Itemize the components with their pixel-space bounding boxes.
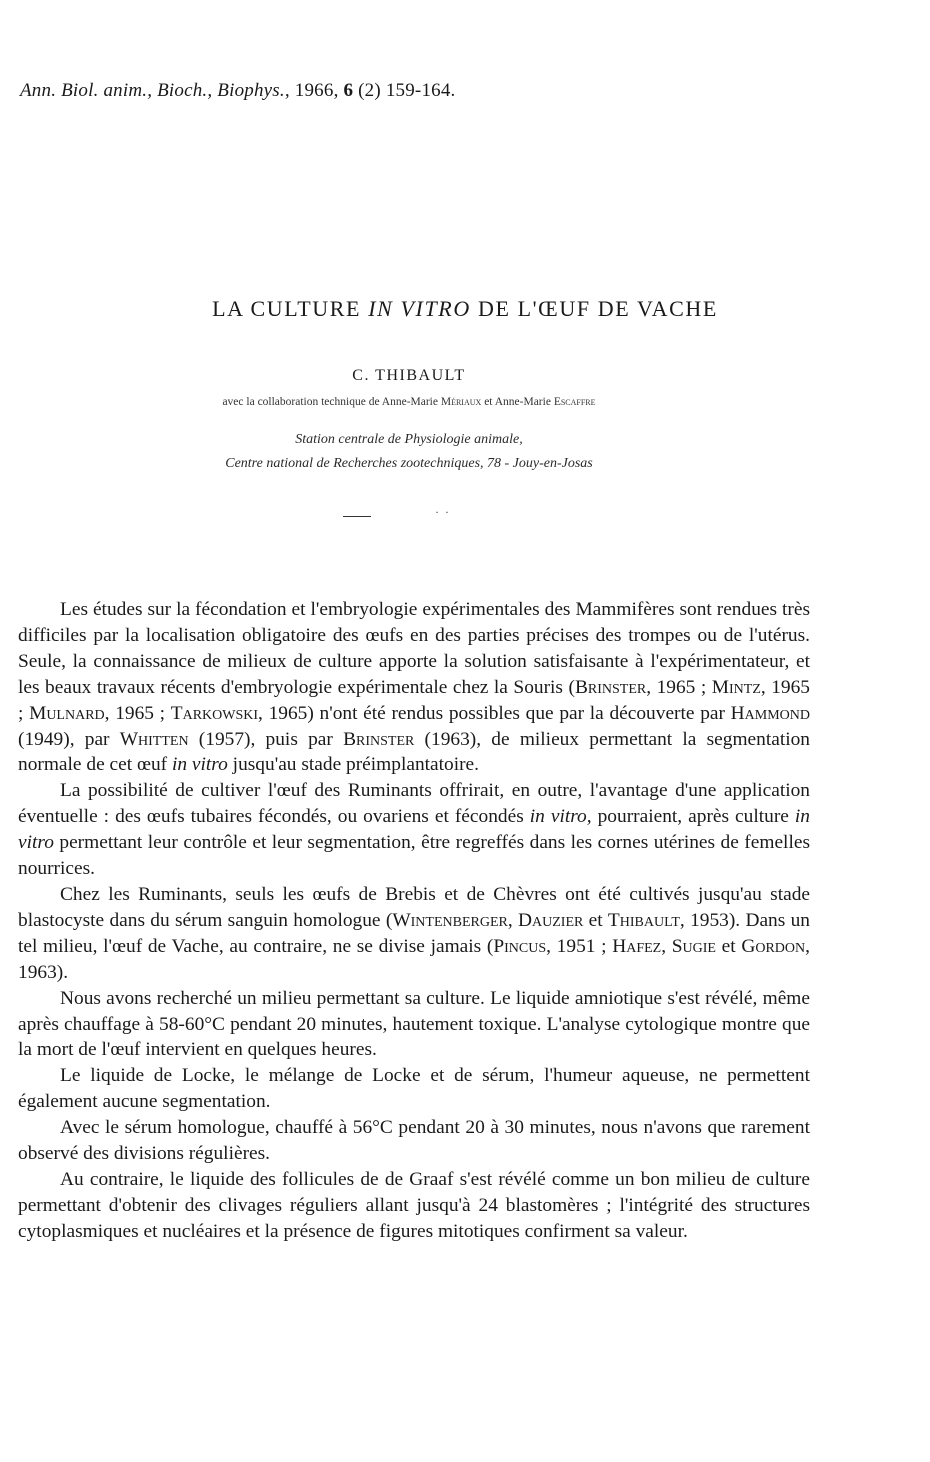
title-part-2: IN VITRO [368,296,471,321]
author-ref: Mintz [711,676,761,698]
author-ref: Hammond [730,702,810,724]
text-span: Les études sur la fécondation et l'embryologie expérimentales des Mammifères sont rendues très difficiles par la localisation obligatoire des œufs en des parties précises des trompes ou de l'utérus. Seule, la connaissance de milieux de culture apporte la solution satisfaisante à l'expérimentateur, et les beaux travaux récents d'embryologie expérimentale chez la Souris ( [18,599,810,698]
author-ref: Pincus [493,935,547,957]
author-ref: Gordon [741,935,806,957]
text-span: , [507,909,518,931]
text-span: (1949), par [18,728,120,750]
collab-name-2: Escaffre [553,396,596,408]
affiliation-line-2: Centre national de Recherches zootechniques, 78 - Jouy-en-Josas [225,456,593,471]
italic-term: in vitro, [529,806,592,828]
paragraph-1 [18,597,810,778]
author-ref: Tarkowski [170,702,259,724]
text-span: (1957), puis par [188,728,344,750]
text-span: , 1965 ; [18,676,811,724]
collab-middle: et Anne-Marie [484,396,551,408]
paragraph-7: Au contraire, le liquide des follicules de de Graaf s'est révélé comme un bon milieu de culture permettant d'obtenir des clivages réguliers allant jusqu'à 24 blastomères ; l'intégrité des structures cytoplasmiques et nucléaires et la présence de figures mitotiques confirment sa valeur. [18,1168,810,1242]
author-ref: Hafez [612,935,662,957]
italic-term: in vitro [18,806,810,854]
paragraph-2 [18,778,810,882]
paragraph-6: Avec le sérum homologue, chauffé à 56°C pendant 20 à 30 minutes, nous n'avons que rarement observé des divisions régulières. [18,1117,810,1165]
journal-citation [20,80,456,102]
text-span: , 1963). [18,935,810,983]
text-span: , 1965 ; [646,676,712,698]
article-title [0,296,930,322]
title-part-3: DE L'ŒUF DE VACHE [477,296,718,321]
text-span: , [661,935,672,957]
text-span: , 1965 ; [104,702,171,724]
text-span: et [583,909,608,931]
citation-pages: (2) 159-164. [358,80,456,101]
author-ref: Whitten [119,728,189,750]
paragraph-3 [18,882,810,986]
text-span: jusqu'au stade préimplantatoire. [227,754,480,776]
collaboration-line [0,396,818,408]
author-ref: Wintenberger [392,909,508,931]
separator-dash [343,516,371,517]
citation-year: 1966, [294,80,339,101]
collab-name-1: Mériaux [440,396,482,408]
author-ref: Brinster [574,676,647,698]
author-name: C. THIBAULT [352,367,466,384]
author-ref: Thibault [607,909,680,931]
text-span: , 1953). Dans un tel milieu, l'œuf de Vache, au contraire, ne se divise jamais ( [18,909,810,957]
journal-name: Ann. Biol. anim., Bioch., Biophys., [20,80,290,101]
author-ref: Brinster [343,728,415,750]
paragraph-5: Le liquide de Locke, le mélange de Locke et de sérum, l'humeur aqueuse, ne permettent également aucune segmentation. [18,1065,810,1113]
text-span: et [715,935,742,957]
separator-dots: ·· [435,505,455,519]
affiliation-line-1: Station centrale de Physiologie animale, [295,432,523,447]
italic-term: in vitro [171,754,228,776]
article-body [18,597,810,1245]
text-span: La possibilité de cultiver l'œuf des Ruminants offrirait, en outre, l'avantage d'une application éventuelle : des œufs tubaires fécondés, ou ovariens et fécondés [18,780,810,828]
collab-prefix: avec la collaboration technique de Anne-Marie [222,396,438,408]
title-part-1: LA CULTURE [212,296,362,321]
text-span: Chez les Ruminants, seuls les œufs de Brebis et de Chèvres ont été cultivés jusqu'au stade blastocyste dans du sérum sanguin homologue ( [18,883,810,931]
paragraph-4: Nous avons recherché un milieu permettant sa culture. Le liquide amniotique s'est révélé, même après chauffage à 58-60°C pendant 20 minutes, hautement toxique. L'analyse cytologique montre que la mort de l'œuf intervient en quelques heures. [18,987,810,1061]
text-span: , 1965) n'ont été rendus possibles que par la découverte par [258,702,731,724]
citation-volume: 6 [343,80,354,101]
text-span: pourraient, après culture [591,806,795,828]
text-span: (1963), de milieux permettant la segmentation normale de cet œuf [18,728,810,776]
author-ref: Dauzier [518,909,584,931]
text-span: permettant leur contrôle et leur segmentation, être regreffés dans les cornes utérines de femelles nourrices. [18,832,810,880]
author-ref: Sugie [671,935,716,957]
author-ref: Mulnard [29,702,105,724]
text-span: , 1951 ; [546,935,613,957]
